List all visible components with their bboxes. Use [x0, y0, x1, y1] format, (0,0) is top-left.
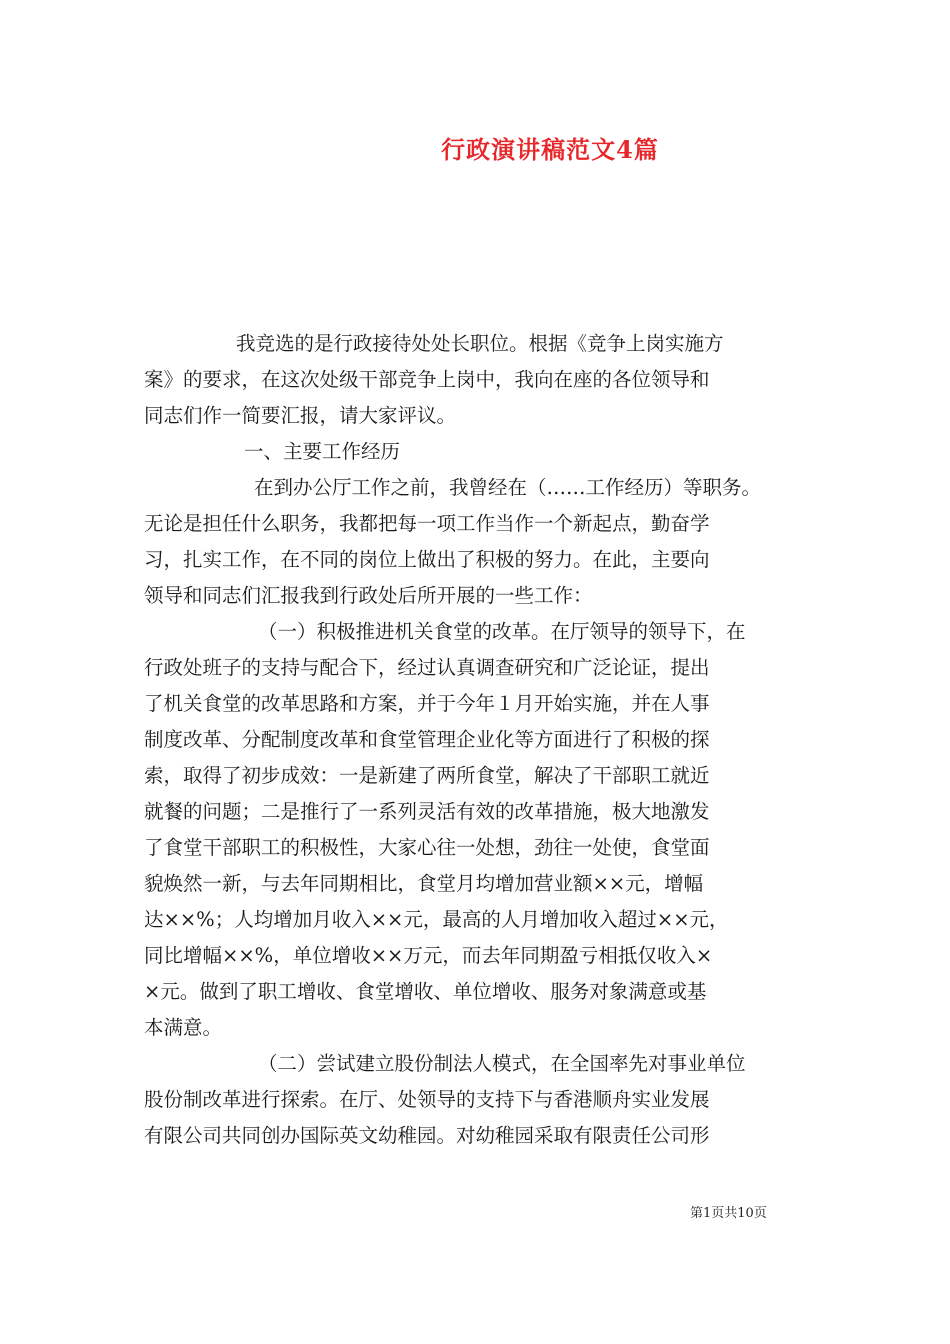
paragraph-line: 同比增幅××%，单位增收××万元，而去年同期盈亏相抵仅收入×	[144, 944, 713, 967]
paragraph-line: 习，扎实工作，在不同的岗位上做出了积极的努力。在此，主要向	[144, 548, 710, 571]
paragraph-line: 案》的要求，在这次处级干部竞争上岗中，我向在座的各位领导和	[144, 368, 710, 391]
paragraph-line: 有限公司共同创办国际英文幼稚园。对幼稚园采取有限责任公司形	[144, 1124, 710, 1147]
document-body	[144, 326, 810, 1154]
paragraph-line: 同志们作一简要汇报，请大家评议。	[144, 404, 457, 427]
page-number: 第1页共10页	[690, 1206, 767, 1221]
paragraph-line: 制度改革、分配制度改革和食堂管理企业化等方面进行了积极的探	[144, 728, 710, 751]
paragraph-line: 领导和同志们汇报我到行政处后所开展的一些工作：	[144, 584, 593, 607]
paragraph-line: 了机关食堂的改革思路和方案，并于今年１月开始实施，并在人事	[144, 692, 710, 715]
paragraph-line: 股份制改革进行探索。在厅、处领导的支持下与香港顺舟实业发展	[144, 1088, 710, 1111]
paragraph-line: （二）尝试建立股份制法人模式，在全国率先对事业单位	[258, 1052, 746, 1075]
paragraph-line: 就餐的问题；二是推行了一系列灵活有效的改革措施，极大地激发	[144, 800, 710, 823]
paragraph-line: 达××%；人均增加月收入××元，最高的人月增加收入超过××元，	[144, 908, 729, 931]
paragraph-line: 了食堂干部职工的积极性，大家心往一处想，劲往一处使，食堂面	[144, 836, 710, 859]
paragraph-line: 本满意。	[144, 1016, 223, 1039]
paragraph-line: （一）积极推进机关食堂的改革。在厅领导的领导下，在	[258, 620, 746, 643]
document-title: 行政演讲稿范文4篇	[441, 135, 659, 164]
paragraph-line: ×元。做到了职工增收、食堂增收、单位增收、服务对象满意或基	[144, 980, 707, 1003]
paragraph-line: 索，取得了初步成效：一是新建了两所食堂，解决了干部职工就近	[144, 764, 710, 787]
paragraph-line: 我竞选的是行政接待处处长职位。根据《竞争上岗实施方	[236, 332, 724, 355]
paragraph-line: 在到办公厅工作之前，我曾经在（……工作经历）等职务。	[254, 476, 762, 499]
paragraph-line: 貌焕然一新，与去年同期相比，食堂月均增加营业额××元，增幅	[144, 872, 704, 895]
section-heading: 一、主要工作经历	[244, 440, 401, 463]
paragraph-line: 无论是担任什么职务，我都把每一项工作当作一个新起点，勤奋学	[144, 512, 710, 535]
paragraph-line: 行政处班子的支持与配合下，经过认真调查研究和广泛论证，提出	[144, 656, 710, 679]
